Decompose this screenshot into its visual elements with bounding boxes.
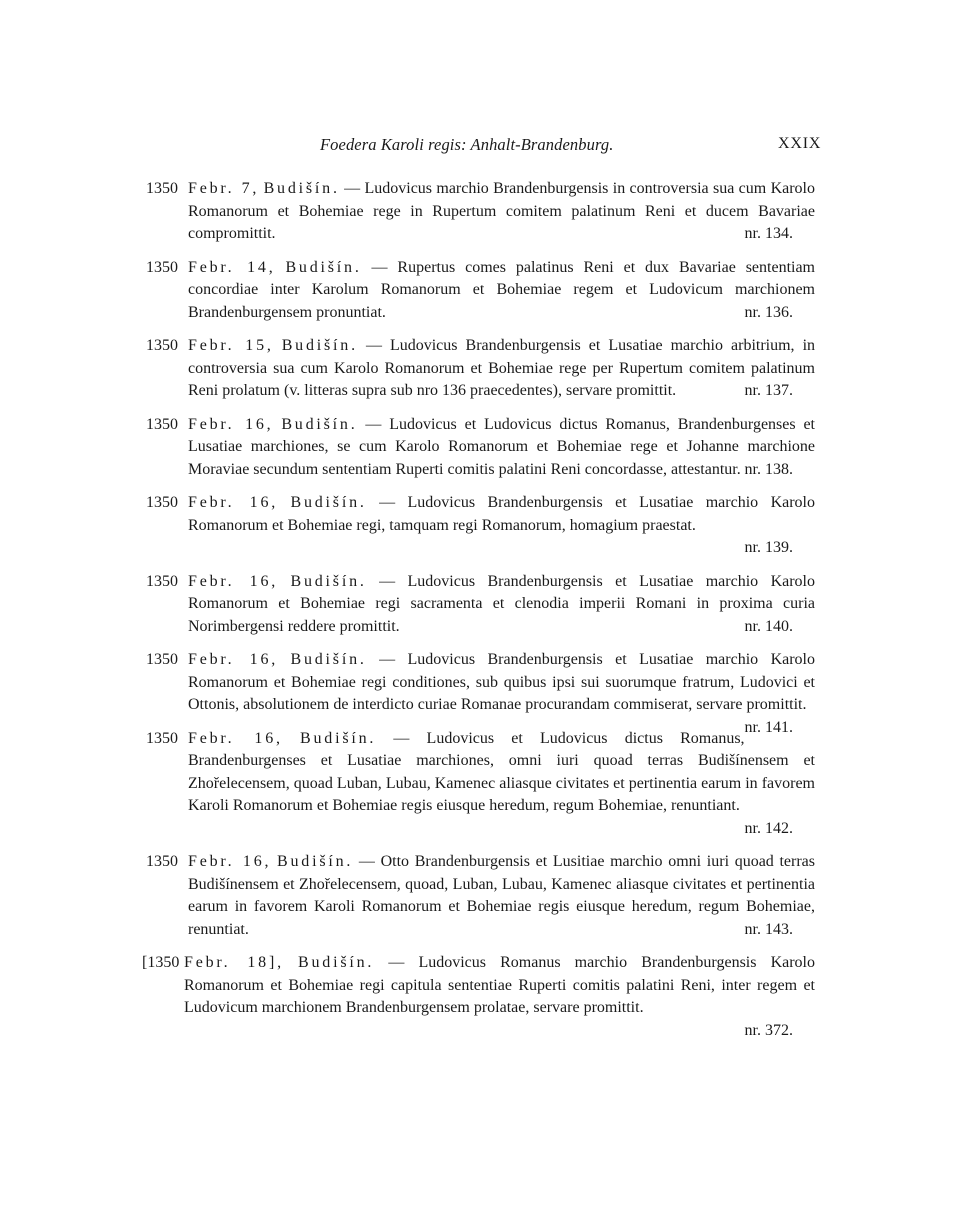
entry-body — [188, 851, 815, 941]
entry-place: Budišín. — [263, 180, 340, 197]
entry-7 — [0, 649, 960, 736]
entry-body — [188, 335, 815, 403]
entry-year: 1350 — [146, 337, 178, 354]
entry-year: 1350 — [146, 572, 178, 590]
entry-ref: nr. 143. — [744, 920, 793, 938]
entry-4 — [0, 414, 960, 482]
entry-text: — Ludovicus Brandenburgensis et Lusatiae marchio Karolo Romanorum et Bohemiae regi conditiones, sub quibus ipsi sui suorumque fratrum, Ludovici et Ottonis, absolutionem de interdicto curiae Romanae procurandam commiserat, servare promittit. — [188, 651, 815, 713]
page-number: XXIX — [778, 135, 822, 152]
entry-date: Febr. 16, — [188, 572, 279, 590]
entry-ref: nr. 372. — [744, 1021, 793, 1039]
entry-text: — Ludovicus et Ludovicus dictus Romanus, Brandenburgenses et Lusatiae marchiones, se cum Karolo Romanorum et Bohemiae rege et Johanne marchione Moraviae secundum sententiam Ruperti comitis palatini Reni concordasse, attestantur. — [188, 415, 815, 478]
entry-place: Budišín. — [281, 415, 358, 433]
entry-place: Budišín. — [290, 494, 367, 511]
entry-10 — [0, 952, 960, 1042]
entry-1 — [0, 178, 960, 246]
entry-place: Budišín. — [290, 651, 367, 668]
entry-3 — [0, 335, 960, 403]
entry-text: — Ludovicus Brandenburgensis et Lusatiae marchio Karolo Romanorum et Bohemiae regi sacramenta et clenodia imperii Romani in proxima curia Norimbergensi reddere promittit. — [188, 572, 815, 635]
entry-ref: nr. 141. — [744, 718, 793, 736]
entry-year: 1350 — [146, 729, 178, 747]
entry-2 — [0, 257, 960, 325]
entry-date: Febr. 16, — [188, 415, 274, 433]
entry-date: Febr. 7, — [188, 180, 260, 197]
entry-9 — [0, 851, 960, 941]
entry-body — [188, 257, 815, 325]
entries-list — [0, 178, 960, 1053]
entry-body — [188, 414, 815, 482]
entry-text: — Otto Brandenburgensis et Lusitiae marchio omni iuri quoad terras Budišínensem et Zhořelecensem, quoad, Luban, Lubau, Kamenec aliasque civitates et pertinentia earum in favorem Karoli Romanorum et Bohemiae regis eiusque heredum, regum Bohemiae, renuntiat. — [188, 853, 816, 938]
entry-date: Febr. 14, — [188, 258, 276, 276]
entry-year: 1350 — [146, 258, 178, 276]
entry-ref: nr. 138. — [744, 460, 793, 478]
entry-6 — [0, 571, 960, 639]
entry-body — [188, 178, 815, 246]
entry-date: Febr. 15, — [188, 337, 274, 354]
entry-date: Febr. 18], — [184, 954, 284, 971]
entry-year: 1350 — [146, 651, 178, 668]
entry-text: — Ludovicus Brandenburgensis et Lusatiae marchio arbitrium, in controversia sua cum Karolo Romanorum et Bohemiae rege per Rupertum comitem palatinum Reni prolatum (v. litteras supra sub nro 136 praecedentes), servare promittit. — [188, 337, 816, 399]
entry-ref: nr. 139. — [744, 539, 793, 556]
entry-body — [188, 649, 815, 736]
entry-text: — Ludovicus et Ludovicus dictus Romanus, Brandenburgenses et Lusatiae marchiones, omni iuri quoad terras Budišínensem et Zhořelecensem, quoad Luban, Lubau, Kamenec aliasque civitates et pertinentia earum in favorem Karoli Romanorum et Bohemiae regis eiusque heredum, regum Bohemiae, renuntiant. — [188, 729, 815, 814]
entry-8 — [0, 728, 960, 841]
entry-year: [1350 — [142, 954, 180, 971]
entry-ref: nr. 137. — [744, 382, 793, 399]
entry-text: — Ludovicus marchio Brandenburgensis in controversia sua cum Karolo Romanorum et Bohemiae rege in Rupertum comitem palatinum Reni et ducem Bavariae compromittit. — [188, 180, 815, 242]
entry-place: Budišín. — [290, 572, 367, 590]
entry-place: Budišín. — [298, 954, 375, 971]
entry-ref: nr. 140. — [744, 617, 793, 635]
entry-ref: nr. 134. — [744, 225, 793, 242]
running-head — [0, 135, 960, 159]
entry-ref: nr. 142. — [744, 819, 793, 837]
entry-place: Budišín. — [300, 729, 377, 747]
entry-body — [188, 571, 815, 639]
entry-place: Budišín. — [281, 337, 358, 354]
entry-date: Febr. 16, — [188, 729, 283, 747]
entry-place: Budišín. — [285, 258, 362, 276]
entry-year: 1350 — [146, 494, 178, 511]
entry-year: 1350 — [146, 180, 178, 197]
entry-date: Febr. 16, — [188, 651, 279, 668]
running-title: Foedera Karoli regis: Anhalt-Brandenburg. — [320, 135, 614, 154]
entry-body — [184, 952, 815, 1042]
entry-year: 1350 — [146, 853, 178, 870]
entry-body — [188, 728, 815, 841]
entry-body — [188, 492, 815, 560]
entry-date: Febr. 16, — [188, 853, 272, 870]
entry-date: Febr. 16, — [188, 494, 279, 511]
entry-text: — Ludovicus Brandenburgensis et Lusatiae marchio Karolo Romanorum et Bohemiae regi, tamquam regi Romanorum, homagium praestat. — [188, 494, 815, 534]
entry-text: — Rupertus comes palatinus Reni et dux Bavariae sententiam concordiae inter Karolum Romanorum et Bohemiae regem et Ludovicum marchionem Brandenburgensem pronuntiat. — [188, 258, 815, 321]
entry-5 — [0, 492, 960, 560]
entry-year: 1350 — [146, 415, 178, 433]
entry-place: Budišín. — [277, 853, 354, 870]
entry-ref: nr. 136. — [744, 303, 793, 321]
entry-text: — Ludovicus Romanus marchio Brandenburgensis Karolo Romanorum et Bohemiae regi capitula sententiae Ruperti comitis palatini Reni, inter regem et Ludovicum marchionem Brandenburgensem prolatae, servare promittit. — [184, 954, 816, 1016]
